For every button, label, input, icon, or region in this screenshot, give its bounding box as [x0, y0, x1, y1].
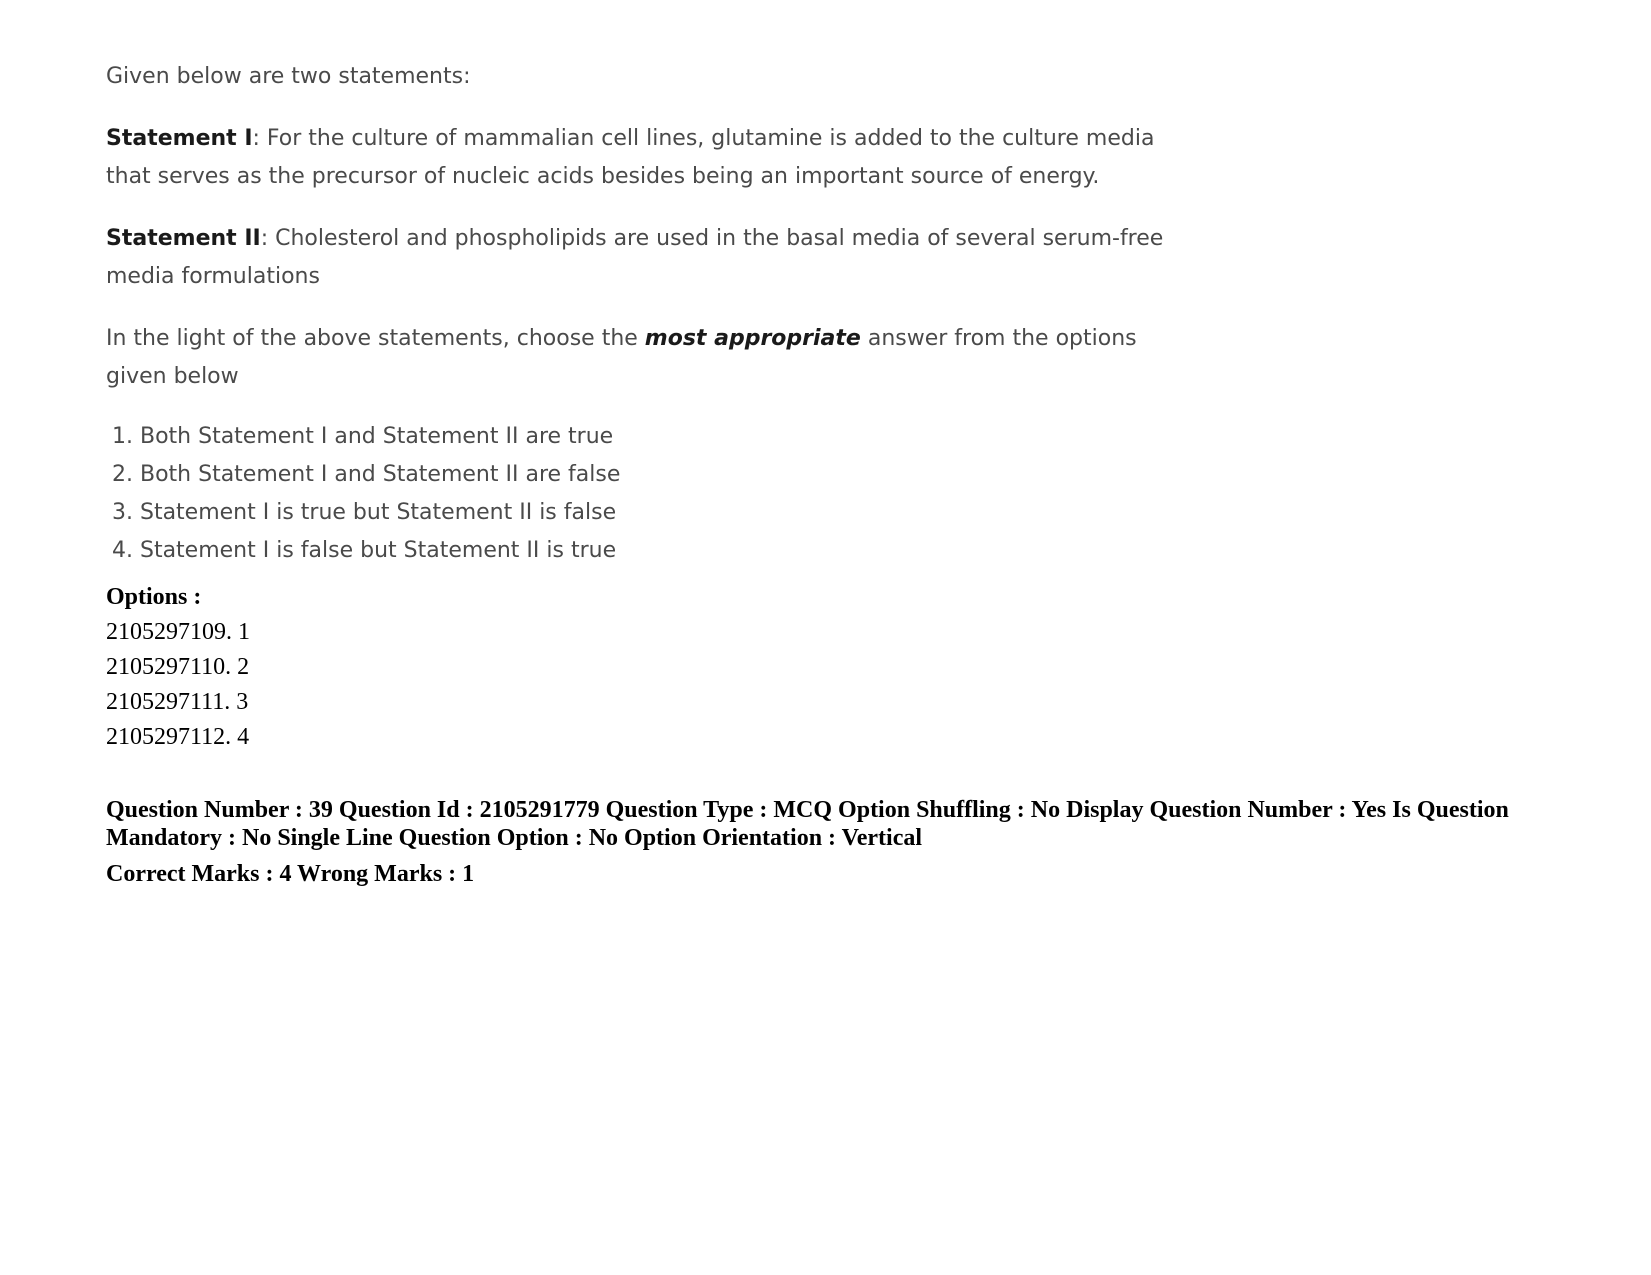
statement-1-text: : For the culture of mammalian cell lines, glutamine is added to the culture media that serves as the precursor of nucleic acids besides being an important source of energy.: [106, 126, 1155, 189]
marks-info: Correct Marks : 4 Wrong Marks : 1: [106, 861, 475, 887]
options-heading: Options :: [106, 584, 202, 610]
question-intro: Given below are two statements:: [106, 64, 471, 89]
choice-list: [106, 418, 1186, 570]
options-block: [106, 580, 250, 755]
option-item: 2105297111. 3: [106, 689, 249, 715]
choice-item: 3. Statement I is true but Statement II is false: [112, 500, 617, 525]
question-info: [106, 796, 1546, 888]
option-item: 2105297112. 4: [106, 724, 250, 750]
prompt-emphasis: most appropriate: [644, 326, 861, 351]
question-details: Question Number : 39 Question Id : 2105291779 Question Type : MCQ Option Shuffling : No Display Question Number : Yes Is Question Mandatory : No Single Line Question Option : No Option Orientation : Vertical: [106, 797, 1509, 851]
prompt-after: answer from the options given below: [106, 326, 1137, 389]
choice-item: 4. Statement I is false but Statement II is true: [112, 538, 617, 563]
statement-1-label: Statement I: [106, 126, 253, 151]
choice-item: 2. Both Statement I and Statement II are false: [112, 462, 621, 487]
question-prompt: [106, 320, 1186, 396]
choice-item: 1. Both Statement I and Statement II are true: [112, 424, 614, 449]
question-image: [106, 58, 1186, 570]
statement-1: [106, 120, 1186, 196]
statement-2-text: : Cholesterol and phospholipids are used in the basal media of several serum-free media formulations: [106, 226, 1164, 289]
option-item: 2105297109. 1: [106, 619, 250, 645]
option-item: 2105297110. 2: [106, 654, 250, 680]
prompt-before: In the light of the above statements, choose the: [106, 326, 645, 351]
statement-2-label: Statement II: [106, 226, 261, 251]
statement-2: [106, 220, 1186, 296]
